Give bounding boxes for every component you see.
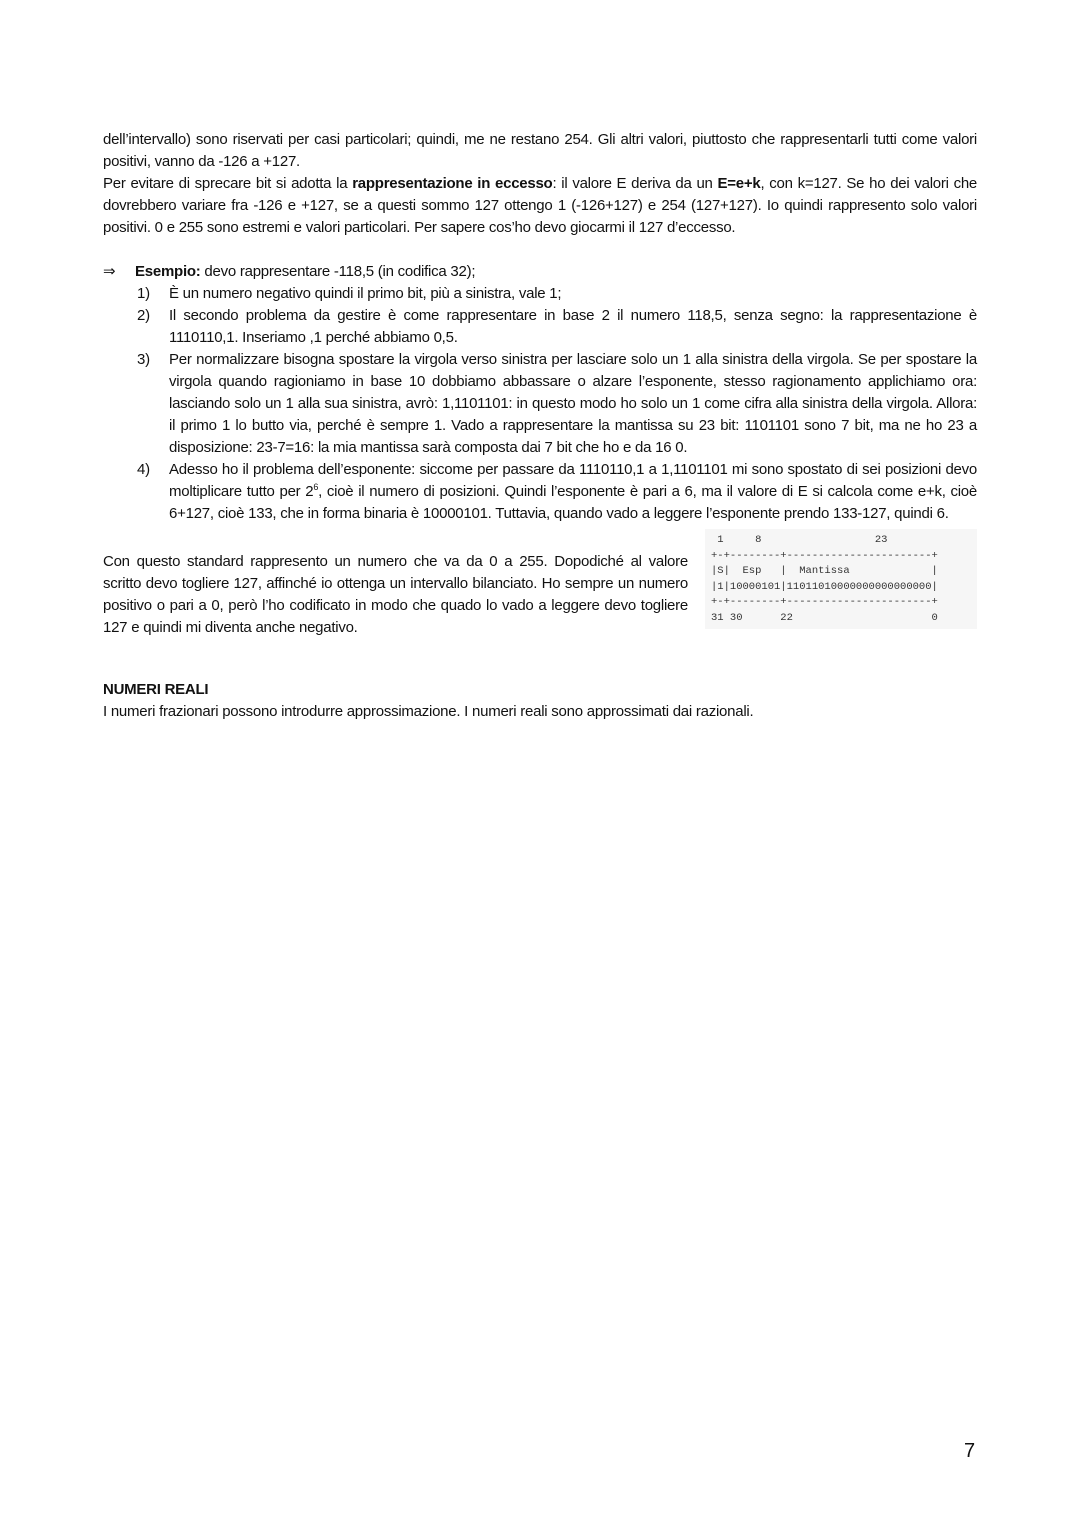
diagram-line: |1|10000101|11011010000000000000000| [711,580,938,593]
example-text: devo rappresentare -118,5 (in codifica 32); [200,263,476,280]
bold-formula: E=e+k [717,175,761,192]
document-page [103,129,977,723]
item-number: 3) [137,351,150,368]
example-steps [103,283,977,525]
diagram-line: 1 8 23 [711,534,888,546]
item-number: 1) [137,285,150,302]
item-text: Per normalizzare bisogna spostare la virgola verso sinistra per lasciare solo un 1 alla sinistra della virgola. Se per spostare la virgola quando ragioniamo in base 10 dobbiamo abbassare o alzare l’esponente, stesso ragionamento applichiamo ora: lasciando solo un 1 alla sua sinistra, avrò: 1,1101101: in questo modo ho solo un 1 come cifra alla sinistra della virgola. Allora: il primo 1 lo butto via, perché è sempre 1. Vado a rappresentare la mantissa su 23 bit: 1101101 sono 7 bit, ma ne ho 23 a disposizione: 23-7=16: la mia mantissa sarà composta dai 7 bit che ho e da 16 0. [169,351,977,456]
item-text [169,459,977,525]
diagram-line: |S| Esp | Mantissa | [711,565,938,577]
diagram-line: 31 30 22 0 [711,611,938,624]
paragraph-standard: Con questo standard rappresento un numero che va da 0 a 255. Dopodiché al valore scritto devo togliere 127, affinché io ottenga un intervallo bilanciato. Ho sempre un numero positivo o pari a 0, però l’ho codificato in modo che quado lo vado a leggere devo togliere 127 e quindi mi diventa anche negativo. [103,553,688,636]
ieee754-bit-layout-diagram [705,529,977,629]
list-item [103,459,977,525]
text: : il valore E deriva da un [552,175,718,192]
text: , cioè il numero di posizioni. Quindi l’esponente è pari a 6, ma il valore di E si calcola come e+k, cioè 6+127, cioè 133, che in forma binaria è 10000101. Tuttavia, quando vado a leggere l’esponente prendo 133-127, quindi 6. [169,483,977,522]
text: Per evitare di sprecare bit si adotta la [103,175,353,192]
bold-term: rappresentazione in eccesso [352,175,553,192]
list-item [103,283,977,305]
example-heading [103,261,977,283]
section-title: NUMERI REALI [103,681,209,698]
diagram-line: +-+--------+-----------------------+ [711,596,938,608]
superscript: 6 [313,482,319,492]
paragraph-eccesso [103,173,977,239]
item-text: Il secondo problema da gestire è come rappresentare in base 2 il numero 118,5, senza segno: la rappresentazione è 1110110,1. Inseriamo ,1 perché abbiamo 0,5. [169,307,977,346]
section-text: I numeri frazionari possono introdurre approssimazione. I numeri reali sono approssimati dai razionali. [103,703,754,720]
item-number: 2) [137,307,150,324]
list-item [103,349,977,459]
arrow-icon: ⇒ [103,263,116,280]
page-number: 7 [964,1440,976,1462]
diagram-line: +-+--------+-----------------------+ [711,549,938,562]
text: , con k=127. Se ho dei valori che dovrebbero variare fra -126 e +127, se a questi sommo 127 ottengo 1 (-126+127) e 254 (127+127). Io quindi rappresento solo valori positivi. 0 e 255 sono estremi e valori particolari. Per sapere cos’ho devo giocarmi il 127 d’eccesso. [103,175,978,236]
item-text: È un numero negativo quindi il primo bit, più a sinistra, vale 1; [169,285,562,302]
list-item [103,305,977,349]
example-label: Esempio: [135,263,201,280]
paragraph-intervallo: dell’intervallo) sono riservati per casi particolari; quindi, me ne restano 254. Gli altri valori, piuttosto che rappresentarli tutti come valori positivi, vanno da -126 a +127. [103,131,977,170]
item-number: 4) [137,461,150,478]
text: Adesso ho il problema dell’esponente: siccome per passare da 1110110,1 a 1,1101101 mi sono spostato di sei posizioni devo moltiplicare tutto per 2 [169,461,977,500]
